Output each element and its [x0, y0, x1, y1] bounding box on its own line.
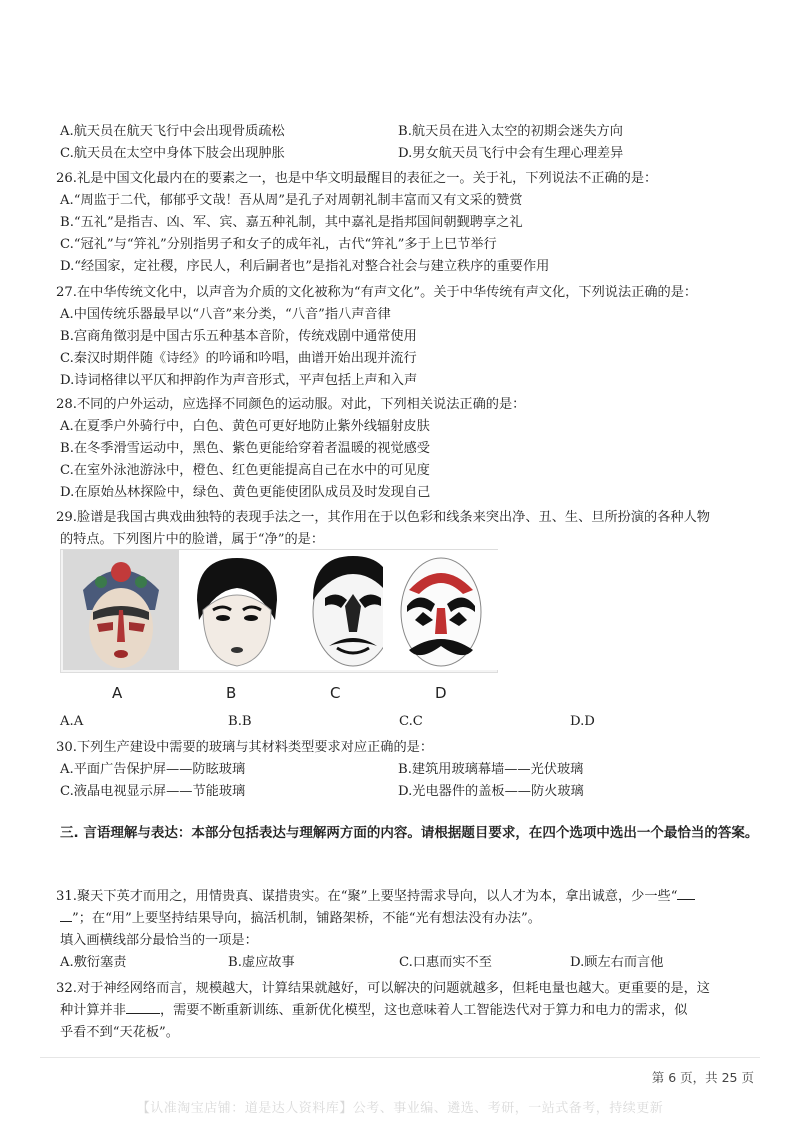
- q26-option-c: C.“冠礼”与“笄礼”分别指男子和女子的成年礼，古代“笄礼”多于上巳节举行: [60, 237, 497, 252]
- q30-option-d: D.光电器件的盖板——防火玻璃: [398, 784, 584, 799]
- q31-option-c: C.口惠而实不至: [399, 955, 492, 970]
- q31-stem-text-1: 31.聚天下英才而用之，用情贵真、谋措贵实。在“聚”上要坚持需求导向，以人才为本，拿出诚意，少一些“: [56, 889, 678, 904]
- q27-option-a: A.中国传统乐器最早以“八音”来分类，“八音”指八声音律: [60, 307, 391, 322]
- q31-blank-part1: [677, 899, 695, 900]
- q28-option-c: C.在室外泳池游泳中，橙色、红色更能提高自己在水中的可见度: [60, 463, 430, 478]
- footer-divider: [40, 1057, 760, 1058]
- q30-stem: 30.下列生产建设中需要的玻璃与其材料类型要求对应正确的是：: [56, 740, 434, 755]
- q26-option-b: B.“五礼”是指吉、凶、军、宾、嘉五种礼制，其中嘉礼是指邦国间朝觐聘享之礼: [60, 215, 523, 230]
- q32-blank: [126, 1013, 160, 1014]
- q31-prompt: 填入画横线部分最恰当的一项是：: [60, 933, 258, 948]
- q25-option-c: C.航天员在太空中身体下肢会出现肿胀: [60, 146, 285, 161]
- q28-stem: 28.不同的户外运动，应选择不同颜色的运动服。对此，下列相关说法正确的是：: [56, 397, 526, 412]
- q25-option-b: B.航天员在进入太空的初期会迷失方向: [398, 124, 623, 139]
- mask-label-d: D: [435, 684, 447, 702]
- q27-option-c: C.秦汉时期伴随《诗经》的吟诵和吟唱，曲谱开始出现并流行: [60, 351, 417, 366]
- q26-option-d: D.“经国家，定社稷，序民人，利后嗣者也”是指礼对整合社会与建立秩序的重要作用: [60, 259, 550, 274]
- q26-stem: 26.礼是中国文化最内在的要素之一，也是中华文明最醒目的表征之一。关于礼，下列说法不正确的是：: [56, 171, 658, 186]
- q31-blank-part2: [60, 921, 72, 922]
- q29-option-a: A.A: [60, 714, 84, 729]
- opera-mask-images: [60, 549, 498, 673]
- q31-option-b: B.虚应故事: [228, 955, 295, 970]
- q29-stem-line1: 29.脸谱是我国古典戏曲独特的表现手法之一，其作用在于以色彩和线条来突出净、丑、生、旦所扮演的各种人物: [56, 510, 710, 525]
- opera-mask-b-image: [179, 550, 295, 670]
- q29-stem-line2: 的特点。下列图片中的脸谱，属于“净”的是：: [60, 532, 325, 547]
- q27-option-b: B.宫商角徵羽是中国古乐五种基本音阶，传统戏剧中通常使用: [60, 329, 417, 344]
- q29-option-b: B.B: [228, 714, 252, 729]
- q26-option-a: A.“周监于二代，郁郁乎文哉！吾从周”是孔子对周朝礼制丰富而又有文采的赞赏: [60, 193, 523, 208]
- q25-option-a: A.航天员在航天飞行中会出现骨质疏松: [60, 124, 285, 139]
- watermark-text: 【认准淘宝店铺：道是达人资料库】公考、事业编、遴选、考研，一站式备考，持续更新: [136, 1101, 664, 1116]
- q32-stem-line2: [60, 1000, 687, 1022]
- q30-option-b: B.建筑用玻璃幕墙——光伏玻璃: [398, 762, 584, 777]
- q28-option-a: A.在夏季户外骑行中，白色、黄色可更好地防止紫外线辐射皮肤: [60, 419, 430, 434]
- mask-label-a: A: [112, 684, 123, 702]
- q32-stem-text-2a: 种计算并非: [60, 1003, 126, 1018]
- q28-option-b: B.在冬季滑雪运动中，黑色、紫色更能给穿着者温暖的视觉感受: [60, 441, 430, 456]
- q25-option-d: D.男女航天员飞行中会有生理心理差异: [398, 146, 624, 161]
- q31-stem-line2: [60, 908, 541, 930]
- q31-option-a: A.敷衍塞责: [60, 955, 127, 970]
- q32-stem-line1: 32.对于神经网络而言，规模越大，计算结果就越好，可以解决的问题就越多，但耗电量也越大。更重要的是，这: [56, 981, 710, 996]
- section-3-heading: 三. 言语理解与表达：本部分包括表达与理解两方面的内容。请根据题目要求，在四个选项中选出一个最恰当的答案。: [60, 825, 759, 841]
- opera-mask-a-image: [63, 550, 179, 670]
- mask-label-b: B: [226, 684, 237, 702]
- q31-stem-text-2: ”；在“用”上要坚持结果导向，搞活机制，铺路架桥，不能“光有想法没有办法”。: [72, 911, 541, 926]
- q32-stem-text-2b: ，需要不断重新训练、重新优化模型，这也意味着人工智能迭代对于算力和电力的需求，似: [159, 1003, 688, 1018]
- page-number: 第 6 页，共 25 页: [651, 1070, 754, 1085]
- q28-option-d: D.在原始丛林探险中，绿色、黄色更能使团队成员及时发现自己: [60, 485, 431, 500]
- q30-option-c: C.液晶电视显示屏——节能玻璃: [60, 784, 246, 799]
- opera-mask-d-image: [383, 550, 499, 670]
- q32-stem-line3: 乎看不到“天花板”。: [60, 1025, 179, 1040]
- q27-stem: 27.在中华传统文化中，以声音为介质的文化被称为“有声文化”。关于中华传统有声文化，下列说法正确的是：: [56, 285, 698, 300]
- q31-stem-line1: [56, 886, 695, 908]
- q29-option-c: C.C: [399, 714, 423, 729]
- mask-label-c: C: [330, 684, 341, 702]
- q27-option-d: D.诗词格律以平仄和押韵作为声音形式，平声包括上声和入声: [60, 373, 418, 388]
- q29-option-d: D.D: [570, 714, 595, 729]
- q30-option-a: A.平面广告保护屏——防眩玻璃: [60, 762, 246, 777]
- q31-option-d: D.顾左右而言他: [570, 955, 664, 970]
